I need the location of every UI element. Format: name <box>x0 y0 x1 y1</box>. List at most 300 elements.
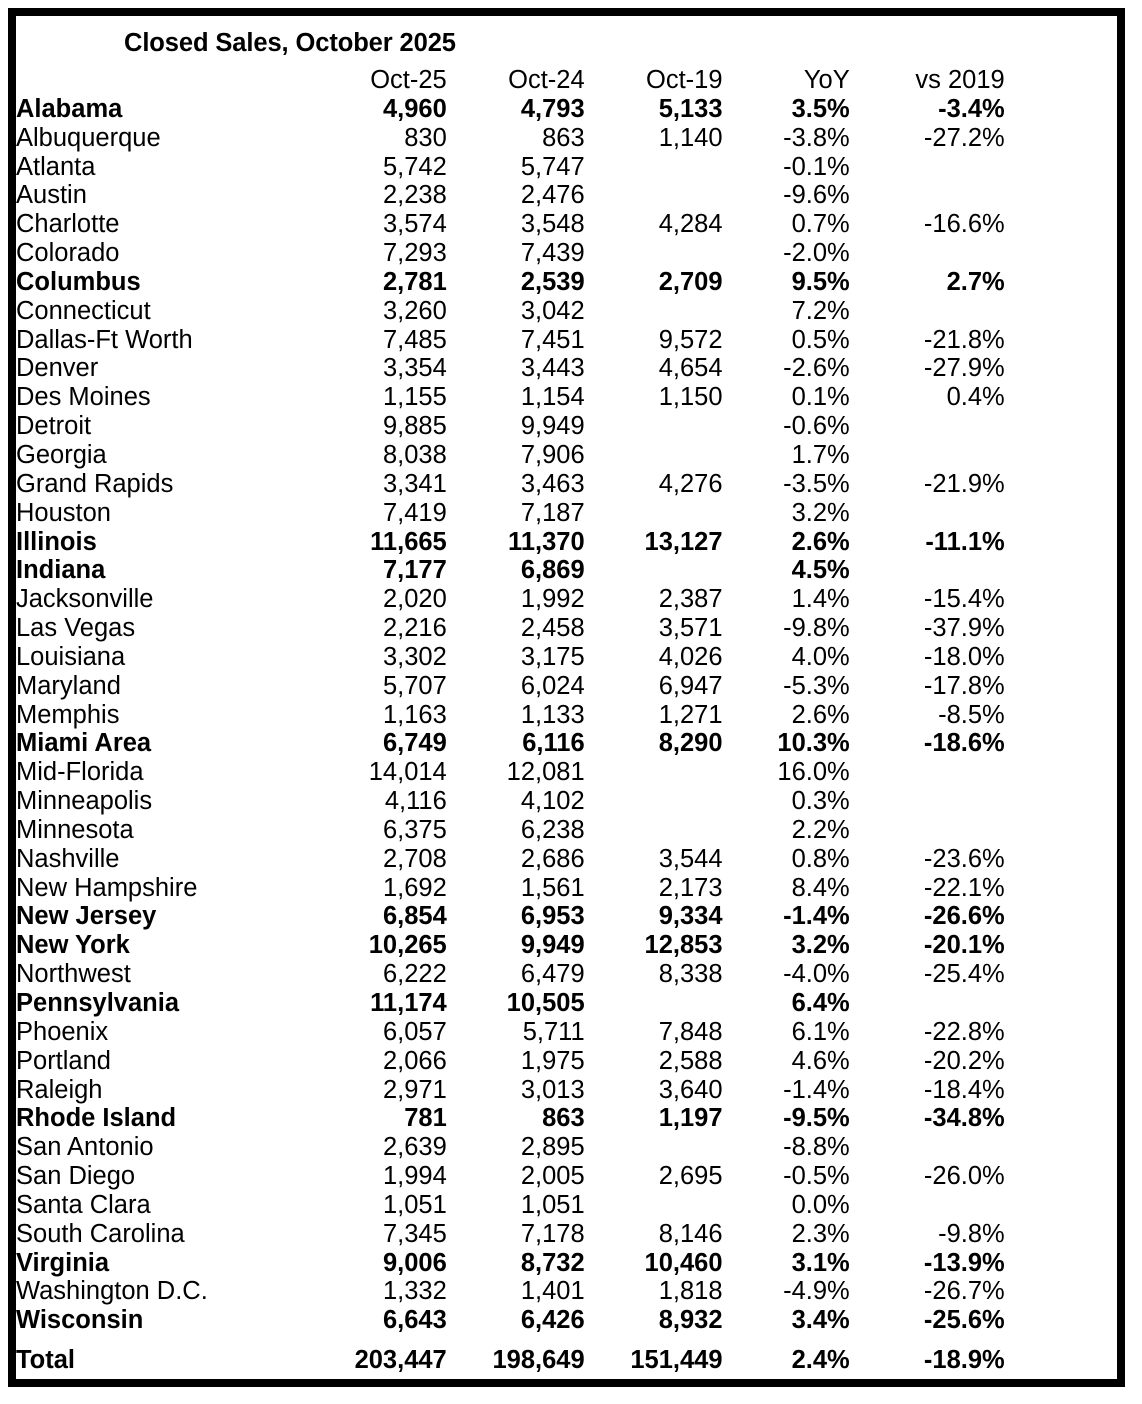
cell-oct19: 1,140 <box>658 123 723 152</box>
cell-oct25: 3,302 <box>382 642 447 671</box>
cell-pad <box>1005 1277 1117 1306</box>
cell-pad <box>1005 1306 1117 1335</box>
cell-yoy: 9.5% <box>791 267 850 296</box>
cell-yoy: 0.3% <box>791 787 850 816</box>
cell-pad <box>1005 1104 1117 1133</box>
cell-vs2019: -8.5% <box>938 700 1005 729</box>
cell-oct24: 2,005 <box>520 1162 585 1191</box>
table-row <box>16 268 1117 297</box>
cell-oct25: 6,375 <box>382 815 447 844</box>
table-row <box>16 95 1117 124</box>
cell-oct19: 8,338 <box>658 960 723 989</box>
row-label: Northwest <box>16 960 131 989</box>
cell-oct24: 3,463 <box>520 469 585 498</box>
cell-vs2019: -34.8% <box>923 1104 1005 1133</box>
cell-oct24: 1,051 <box>520 1190 585 1219</box>
cell-yoy: 0.7% <box>791 210 850 239</box>
cell-pad <box>1005 614 1117 643</box>
cell-oct24: 7,187 <box>520 498 585 527</box>
column-header-vs2019: vs 2019 <box>915 66 1005 94</box>
column-header-label <box>16 66 307 95</box>
table-row <box>16 989 1117 1018</box>
table-row <box>16 1133 1117 1162</box>
table-row <box>16 614 1117 643</box>
cell-vs2019 <box>850 556 1005 585</box>
cell-vs2019: -17.8% <box>923 671 1005 700</box>
row-label: Minneapolis <box>16 787 153 816</box>
table-row <box>16 701 1117 730</box>
table-row <box>16 124 1117 153</box>
cell-yoy: -1.4% <box>783 902 850 931</box>
cell-oct19: 2,588 <box>658 1046 723 1075</box>
cell-pad <box>1005 383 1117 412</box>
cell-yoy: -0.5% <box>783 1162 850 1191</box>
row-label: Austin <box>16 181 87 210</box>
cell-yoy: -4.0% <box>783 960 850 989</box>
cell-pad <box>1005 989 1117 1018</box>
cell-oct25: 14,014 <box>368 758 447 787</box>
row-label: Pennsylvania <box>16 989 179 1017</box>
row-label: Miami Area <box>16 729 152 758</box>
cell-vs2019: -3.4% <box>938 94 1005 123</box>
cell-pad <box>1005 239 1117 268</box>
table-row <box>16 412 1117 441</box>
cell-yoy: -0.6% <box>783 412 850 441</box>
cell-oct25: 3,260 <box>382 296 447 325</box>
row-label: San Diego <box>16 1162 136 1191</box>
table-row <box>16 326 1117 355</box>
row-label: Alabama <box>16 94 123 123</box>
cell-oct24: 6,426 <box>520 1306 585 1335</box>
row-label: Rhode Island <box>16 1104 177 1133</box>
cell-vs2019: -21.8% <box>923 325 1005 354</box>
cell-oct24: 1,133 <box>520 700 585 729</box>
cell-vs2019 <box>850 181 1005 210</box>
cell-pad <box>1005 297 1117 326</box>
cell-vs2019: -26.7% <box>923 1277 1005 1306</box>
table-row <box>16 931 1117 960</box>
cell-oct19 <box>585 239 723 268</box>
cell-yoy: 2.2% <box>791 815 850 844</box>
table-body <box>16 95 1117 1375</box>
cell-yoy: -4.9% <box>783 1277 850 1306</box>
cell-oct24: 863 <box>542 1104 585 1133</box>
cell-oct19 <box>585 816 723 845</box>
row-label: Santa Clara <box>16 1190 151 1219</box>
cell-vs2019: -13.9% <box>923 1248 1005 1277</box>
cell-oct19: 4,276 <box>658 469 723 498</box>
cell-oct19: 4,026 <box>658 642 723 671</box>
cell-yoy: -0.1% <box>783 152 850 181</box>
cell-oct24: 1,992 <box>520 585 585 614</box>
row-label: Louisiana <box>16 642 126 671</box>
cell-oct24: 11,370 <box>508 527 585 556</box>
row-label: Phoenix <box>16 1017 109 1046</box>
cell-oct19: 1,150 <box>658 383 723 412</box>
cell-yoy: 4.6% <box>791 1046 850 1075</box>
table-row <box>16 874 1117 903</box>
row-label: New York <box>16 931 130 960</box>
cell-oct19: 2,387 <box>658 585 723 614</box>
cell-yoy: -5.3% <box>783 671 850 700</box>
cell-vs2019: -22.1% <box>923 873 1005 902</box>
cell-oct24: 6,116 <box>522 729 585 758</box>
table-row <box>16 1162 1117 1191</box>
cell-oct19: 8,290 <box>658 729 723 758</box>
cell-pad <box>1005 499 1117 528</box>
header-row <box>16 66 1117 95</box>
cell-oct24: 3,548 <box>520 210 585 239</box>
cell-oct19: 8,146 <box>658 1219 723 1248</box>
cell-oct25: 6,749 <box>382 729 447 758</box>
cell-pad <box>1005 1249 1117 1278</box>
cell-oct25: 9,885 <box>382 412 447 441</box>
cell-oct25: 3,354 <box>382 354 447 383</box>
row-label: Mid-Florida <box>16 758 144 787</box>
cell-oct25: 1,994 <box>382 1162 447 1191</box>
row-label: New Hampshire <box>16 873 198 902</box>
cell-vs2019: -20.2% <box>923 1046 1005 1075</box>
cell-oct19: 3,640 <box>658 1075 723 1104</box>
cell-oct19: 2,173 <box>658 873 723 902</box>
cell-pad <box>1005 124 1117 153</box>
cell-yoy: 3.5% <box>791 94 850 123</box>
cell-oct25: 3,574 <box>382 210 447 239</box>
cell-vs2019: -26.0% <box>923 1162 1005 1191</box>
cell-pad <box>1005 729 1117 758</box>
row-label: South Carolina <box>16 1219 185 1248</box>
cell-yoy: 4.0% <box>791 642 850 671</box>
cell-oct24: 1,154 <box>520 383 585 412</box>
cell-oct24: 5,747 <box>520 152 585 181</box>
cell-vs2019 <box>850 758 1005 787</box>
row-label: Grand Rapids <box>16 469 174 498</box>
cell-oct25: 4,116 <box>384 787 447 816</box>
row-label: Dallas-Ft Worth <box>16 325 193 354</box>
cell-pad <box>1005 1133 1117 1162</box>
row-label: Atlanta <box>16 152 96 181</box>
cell-oct24: 2,895 <box>520 1133 585 1162</box>
cell-vs2019 <box>850 239 1005 268</box>
cell-oct25: 2,238 <box>382 181 447 210</box>
cell-oct25: 3,341 <box>382 469 447 498</box>
cell-oct25: 5,707 <box>382 671 447 700</box>
table-row <box>16 441 1117 470</box>
cell-oct24: 1,561 <box>520 873 585 902</box>
cell-oct19 <box>585 758 723 787</box>
cell-vs2019 <box>850 499 1005 528</box>
cell-oct25: 7,345 <box>382 1219 447 1248</box>
cell-oct24: 6,238 <box>520 815 585 844</box>
table-row <box>16 1277 1117 1306</box>
cell-oct19 <box>585 153 723 182</box>
cell-oct25: 8,038 <box>382 440 447 469</box>
cell-vs2019 <box>850 816 1005 845</box>
cell-pad <box>1005 816 1117 845</box>
cell-vs2019: 2.7% <box>946 267 1005 296</box>
cell-oct24: 6,953 <box>520 902 585 931</box>
cell-pad <box>1005 153 1117 182</box>
cell-oct19 <box>585 1133 723 1162</box>
row-label: San Antonio <box>16 1133 154 1162</box>
cell-oct25: 1,051 <box>382 1190 447 1219</box>
row-label: Raleigh <box>16 1075 103 1104</box>
cell-yoy: -2.6% <box>783 354 850 383</box>
cell-oct24: 7,178 <box>520 1219 585 1248</box>
table-row <box>16 210 1117 239</box>
row-label: Denver <box>16 354 99 383</box>
cell-yoy: -9.5% <box>783 1104 850 1133</box>
cell-vs2019: -21.9% <box>923 469 1005 498</box>
cell-oct24: 863 <box>542 123 585 152</box>
cell-yoy: 6.1% <box>791 1017 850 1046</box>
cell-oct19 <box>585 181 723 210</box>
cell-oct25: 11,665 <box>370 527 447 556</box>
cell-oct19 <box>585 1191 723 1220</box>
cell-oct24: 2,539 <box>520 267 585 296</box>
cell-oct24: 7,451 <box>520 325 585 354</box>
cell-oct19 <box>585 412 723 441</box>
cell-pad <box>1005 1047 1117 1076</box>
cell-oct24: 6,024 <box>520 671 585 700</box>
cell-yoy: 3.4% <box>791 1306 850 1335</box>
cell-pad <box>1005 528 1117 557</box>
row-label: Jacksonville <box>16 585 154 614</box>
cell-vs2019: -15.4% <box>923 585 1005 614</box>
cell-oct19 <box>585 499 723 528</box>
cell-pad <box>1005 1191 1117 1220</box>
cell-oct24: 1,401 <box>520 1277 585 1306</box>
table-row <box>16 470 1117 499</box>
cell-oct24: 7,439 <box>520 239 585 268</box>
table-row <box>16 643 1117 672</box>
cell-yoy: -1.4% <box>783 1075 850 1104</box>
cell-vs2019: -18.0% <box>923 642 1005 671</box>
cell-vs2019 <box>850 441 1005 470</box>
table-frame <box>8 8 1125 1387</box>
cell-oct24: 2,458 <box>520 614 585 643</box>
cell-oct19: 8,932 <box>658 1306 723 1335</box>
table-row <box>16 845 1117 874</box>
total-cell-oct24: 198,649 <box>492 1346 585 1375</box>
cell-oct19: 13,127 <box>644 527 723 556</box>
cell-oct24: 9,949 <box>520 931 585 960</box>
cell-oct19: 4,654 <box>658 354 723 383</box>
cell-vs2019 <box>850 787 1005 816</box>
cell-oct24: 4,793 <box>520 94 585 123</box>
cell-pad <box>1005 672 1117 701</box>
cell-oct19: 2,709 <box>658 267 723 296</box>
cell-pad <box>1005 1018 1117 1047</box>
total-row <box>16 1346 1117 1375</box>
cell-oct25: 2,971 <box>382 1075 447 1104</box>
cell-oct25: 2,066 <box>382 1046 447 1075</box>
cell-yoy: 3.1% <box>791 1248 850 1277</box>
cell-pad <box>1005 960 1117 989</box>
row-label: Albuquerque <box>16 123 161 152</box>
table-row <box>16 816 1117 845</box>
row-label: Connecticut <box>16 296 151 325</box>
row-label: Illinois <box>16 527 97 556</box>
cell-vs2019: -16.6% <box>923 210 1005 239</box>
cell-oct25: 2,020 <box>382 585 447 614</box>
cell-oct19: 4,284 <box>658 210 723 239</box>
cell-oct24: 9,949 <box>520 412 585 441</box>
cell-oct24: 3,175 <box>520 642 585 671</box>
cell-pad <box>1005 585 1117 614</box>
table-row <box>16 1018 1117 1047</box>
cell-yoy: 0.5% <box>791 325 850 354</box>
row-label: Detroit <box>16 412 92 441</box>
cell-yoy: 3.2% <box>791 931 850 960</box>
cell-vs2019 <box>850 1191 1005 1220</box>
table-row <box>16 297 1117 326</box>
cell-oct25: 1,332 <box>382 1277 447 1306</box>
cell-oct25: 1,692 <box>382 873 447 902</box>
cell-vs2019: -27.2% <box>923 123 1005 152</box>
total-cell-oct19: 151,449 <box>630 1346 723 1375</box>
row-label: Washington D.C. <box>16 1277 208 1306</box>
row-label: Indiana <box>16 556 106 585</box>
total-label: Total <box>16 1346 76 1375</box>
table-row <box>16 383 1117 412</box>
cell-yoy: 0.1% <box>791 383 850 412</box>
cell-vs2019: -27.9% <box>923 354 1005 383</box>
cell-yoy: -9.8% <box>783 614 850 643</box>
cell-oct24: 2,476 <box>520 181 585 210</box>
cell-pad <box>1005 181 1117 210</box>
cell-pad <box>1005 441 1117 470</box>
cell-oct19: 12,853 <box>644 931 723 960</box>
cell-oct19: 10,460 <box>644 1248 723 1277</box>
cell-oct24: 5,711 <box>522 1017 585 1046</box>
cell-yoy: 4.5% <box>791 556 850 585</box>
cell-vs2019 <box>850 297 1005 326</box>
row-label: Nashville <box>16 844 120 873</box>
cell-pad <box>1005 845 1117 874</box>
table-row <box>16 181 1117 210</box>
cell-pad <box>1005 268 1117 297</box>
cell-oct19 <box>585 989 723 1018</box>
cell-pad <box>1005 412 1117 441</box>
table-row <box>16 1306 1117 1335</box>
table-row <box>16 960 1117 989</box>
cell-oct19 <box>585 556 723 585</box>
cell-yoy: 16.0% <box>777 758 850 787</box>
cell-pad <box>1005 556 1117 585</box>
cell-yoy: 7.2% <box>791 296 850 325</box>
cell-pad <box>1005 1076 1117 1105</box>
total-cell-vs2019: -18.9% <box>923 1346 1005 1375</box>
cell-vs2019 <box>850 153 1005 182</box>
table-row <box>16 1104 1117 1133</box>
row-label: Portland <box>16 1046 111 1075</box>
cell-pad <box>1005 902 1117 931</box>
cell-vs2019: -9.8% <box>938 1219 1005 1248</box>
cell-oct19: 3,571 <box>658 614 723 643</box>
table-row <box>16 1249 1117 1278</box>
cell-oct19: 3,544 <box>658 844 723 873</box>
cell-oct25: 1,163 <box>382 700 447 729</box>
table-row <box>16 672 1117 701</box>
column-header-pad <box>1005 66 1117 95</box>
cell-oct19: 5,133 <box>658 94 723 123</box>
cell-vs2019: -25.4% <box>923 960 1005 989</box>
total-cell-yoy: 2.4% <box>791 1346 850 1375</box>
cell-oct24: 12,081 <box>506 758 585 787</box>
cell-yoy: 0.8% <box>791 844 850 873</box>
cell-oct19: 2,695 <box>658 1162 723 1191</box>
cell-oct19: 1,197 <box>658 1104 723 1133</box>
cell-oct25: 6,057 <box>382 1017 447 1046</box>
cell-oct25: 4,960 <box>382 94 447 123</box>
cell-oct19: 6,947 <box>658 671 723 700</box>
column-header-oct25: Oct-25 <box>370 66 447 94</box>
cell-pad <box>1005 95 1117 124</box>
cell-oct25: 7,419 <box>382 498 447 527</box>
cell-oct25: 6,854 <box>382 902 447 931</box>
cell-oct24: 2,686 <box>520 844 585 873</box>
cell-yoy: -8.8% <box>783 1133 850 1162</box>
row-label: New Jersey <box>16 902 157 931</box>
cell-vs2019: -11.1% <box>925 527 1005 556</box>
table-row <box>16 787 1117 816</box>
total-cell-oct25: 203,447 <box>354 1346 447 1375</box>
cell-oct25: 11,174 <box>370 989 447 1017</box>
table-row <box>16 758 1117 787</box>
cell-oct19: 1,271 <box>658 700 723 729</box>
cell-oct25: 5,742 <box>382 152 447 181</box>
cell-yoy: 10.3% <box>777 729 850 758</box>
cell-pad <box>1005 1162 1117 1191</box>
cell-oct24: 3,443 <box>520 354 585 383</box>
cell-vs2019: -18.6% <box>923 729 1005 758</box>
table-row <box>16 1191 1117 1220</box>
row-label: Minnesota <box>16 815 134 844</box>
cell-vs2019: 0.4% <box>946 383 1005 412</box>
table-row <box>16 153 1117 182</box>
cell-pad <box>1005 1220 1117 1249</box>
cell-vs2019: -22.8% <box>923 1017 1005 1046</box>
cell-vs2019 <box>850 1133 1005 1162</box>
row-label: Charlotte <box>16 210 120 239</box>
table-row <box>16 499 1117 528</box>
cell-oct24: 4,102 <box>520 787 585 816</box>
cell-oct25: 6,222 <box>382 960 447 989</box>
cell-vs2019: -20.1% <box>923 931 1005 960</box>
row-label: Virginia <box>16 1248 110 1277</box>
cell-yoy: 8.4% <box>791 873 850 902</box>
table-header <box>16 66 1117 95</box>
cell-oct19: 7,848 <box>658 1017 723 1046</box>
cell-vs2019: -37.9% <box>923 614 1005 643</box>
cell-oct25: 10,265 <box>368 931 447 960</box>
cell-pad <box>1005 470 1117 499</box>
cell-yoy: 6.4% <box>791 989 850 1017</box>
table-row <box>16 239 1117 268</box>
column-header-oct19: Oct-19 <box>646 66 723 94</box>
table-row <box>16 902 1117 931</box>
cell-oct19 <box>585 787 723 816</box>
cell-yoy: -3.8% <box>783 123 850 152</box>
page-title: Closed Sales, October 2025 <box>124 29 456 57</box>
cell-oct24: 10,505 <box>506 989 585 1017</box>
row-label: Wisconsin <box>16 1306 144 1335</box>
cell-oct19: 1,818 <box>658 1277 723 1306</box>
cell-oct24: 7,906 <box>520 440 585 469</box>
cell-oct24: 6,869 <box>520 556 585 585</box>
row-label: Maryland <box>16 671 121 700</box>
